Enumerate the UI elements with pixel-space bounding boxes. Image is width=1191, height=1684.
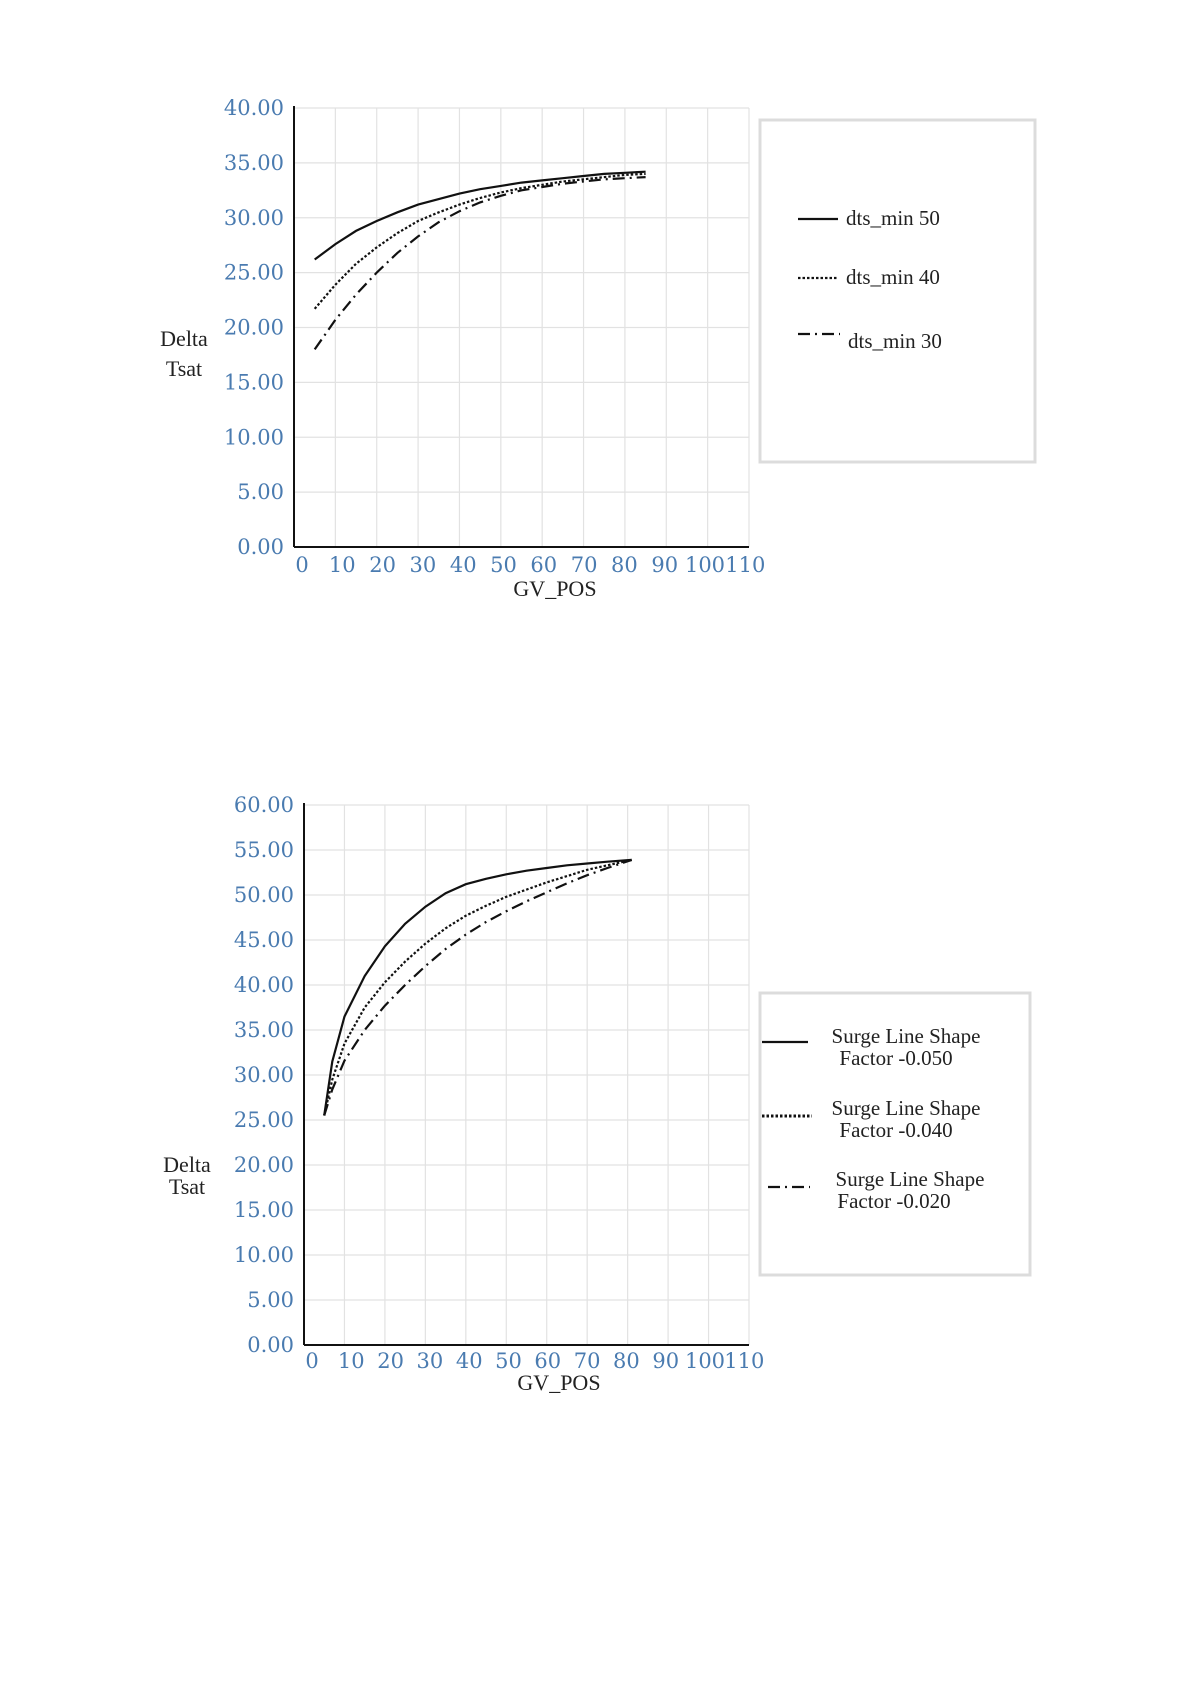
chart-2-y-axis-title-line-2: Tsat [168,1174,206,1199]
chart-1-x-axis-title: GV_POS [513,576,597,601]
chart-2-x-tick-label: 50 [495,1349,522,1373]
chart-2-x-tick-label: 40 [455,1349,483,1373]
chart-1-series-line-1 [315,172,646,260]
chart-1-legend-box [760,120,1035,462]
chart-2-y-tick-label: 0.00 [247,1333,294,1357]
chart-2-y-tick-label: 55.00 [233,838,294,862]
chart-1-x-tick-label: 100 [684,553,726,577]
chart-1-x-tick-label: 80 [611,553,638,577]
chart-1 [0,0,1191,650]
chart-1-series-line-2 [315,174,646,309]
chart-2-x-tick-label: 60 [534,1349,562,1373]
chart-2-x-axis-title: GV_POS [517,1370,601,1395]
chart-2-y-tick-label: 30.00 [233,1063,294,1087]
chart-1-y-tick-label: 35.00 [223,150,284,175]
chart-1-legend-label-3: dts_min 30 [848,329,942,353]
chart-2-y-tick-label: 25.00 [233,1108,294,1132]
chart-1-legend-label-1: dts_min 50 [846,206,940,230]
chart-2-legend-label-2-line-1: Surge Line Shape [831,1096,981,1120]
chart-1-y-axis-title-line-1: Delta [160,326,208,351]
chart-1-x-tick-label: 70 [570,553,598,577]
chart-1-y-tick-label: 10.00 [223,425,284,450]
chart-1-y-axis-title-line-2: Tsat [165,356,203,381]
chart-1-y-tick-label: 0.00 [237,535,284,559]
chart-1-x-tick-label: 20 [369,553,396,577]
chart-2-y-tick-label: 15.00 [233,1198,294,1222]
chart-2-legend-label-3-line-2: Factor -0.020 [837,1189,951,1213]
chart-1-series-line-3 [315,177,646,349]
chart-1-x-tick-label: 10 [328,553,356,577]
chart-2-legend [760,993,1030,1275]
chart-2-series-line-2 [324,860,632,1116]
chart-2-y-tick-label: 50.00 [233,883,294,907]
chart-2-x-tick-label: 90 [652,1349,680,1373]
chart-1-x-tick-label: 90 [651,553,679,577]
chart-1-series [315,172,646,350]
chart-2-y-tick-label: 10.00 [233,1243,294,1267]
chart-1-y-tick-label: 40.00 [223,96,284,120]
chart-2-series-line-1 [324,860,632,1116]
chart-1-axes [294,106,749,547]
chart-2-x-tick-label: 100 [684,1349,726,1373]
chart-2-axes [304,803,749,1345]
chart-2-legend-label-1-line-1: Surge Line Shape [831,1024,981,1048]
chart-1-y-tick-label: 20.00 [223,315,284,340]
chart-1-x-tick-label: 50 [490,553,517,577]
chart-2-x-tick-label: 30 [416,1349,444,1373]
chart-1-y-tick-label: 15.00 [223,370,284,395]
chart-2-y-tick-label: 60.00 [233,793,294,817]
chart-2-x-tick-label: 10 [337,1349,365,1373]
chart-2-y-tick-label: 35.00 [233,1018,294,1042]
chart-2-x-tick-label: 70 [573,1349,601,1373]
chart-2-y-tick-label: 40.00 [233,973,294,997]
chart-2-y-tick-label: 20.00 [233,1153,294,1177]
chart-2-legend-label-2-line-2: Factor -0.040 [839,1118,953,1142]
chart-2-y-axis-title-line-1: Delta [163,1152,211,1177]
chart-2-x-tick-label: 0 [305,1349,319,1373]
chart-1-y-tick-labels [224,96,284,559]
chart-1-x-tick-label: 40 [449,553,477,577]
chart-2-series [324,860,632,1116]
chart-1-y-tick-label: 5.00 [237,480,284,505]
chart-1-legend [760,120,1035,462]
chart-1-x-tick-label: 110 [725,553,766,577]
chart-1-y-tick-label: 25.00 [223,260,284,285]
chart-1-y-tick-label: 30.00 [223,205,284,230]
chart-1-grid [294,108,749,547]
chart-1-svg [0,0,1191,650]
chart-2-legend-label-1-line-2: Factor -0.050 [839,1046,953,1070]
chart-1-legend-label-2: dts_min 40 [846,265,940,289]
chart-2-x-tick-label: 110 [724,1349,765,1373]
chart-2 [0,760,1191,1420]
chart-2-y-tick-label: 45.00 [233,928,294,952]
chart-2-svg [0,760,1191,1420]
chart-2-series-line-3 [324,860,632,1116]
chart-2-x-tick-label: 20 [377,1349,404,1373]
chart-1-x-tick-label: 30 [409,553,437,577]
chart-2-x-tick-label: 80 [613,1349,640,1373]
chart-1-x-tick-label: 0 [295,553,309,577]
chart-2-legend-label-3-line-1: Surge Line Shape [835,1167,985,1191]
chart-2-grid [304,805,749,1345]
chart-2-y-tick-label: 5.00 [247,1288,294,1312]
chart-1-x-tick-labels [295,553,765,577]
chart-1-x-tick-label: 60 [530,553,558,577]
chart-2-y-tick-labels [234,793,294,1357]
